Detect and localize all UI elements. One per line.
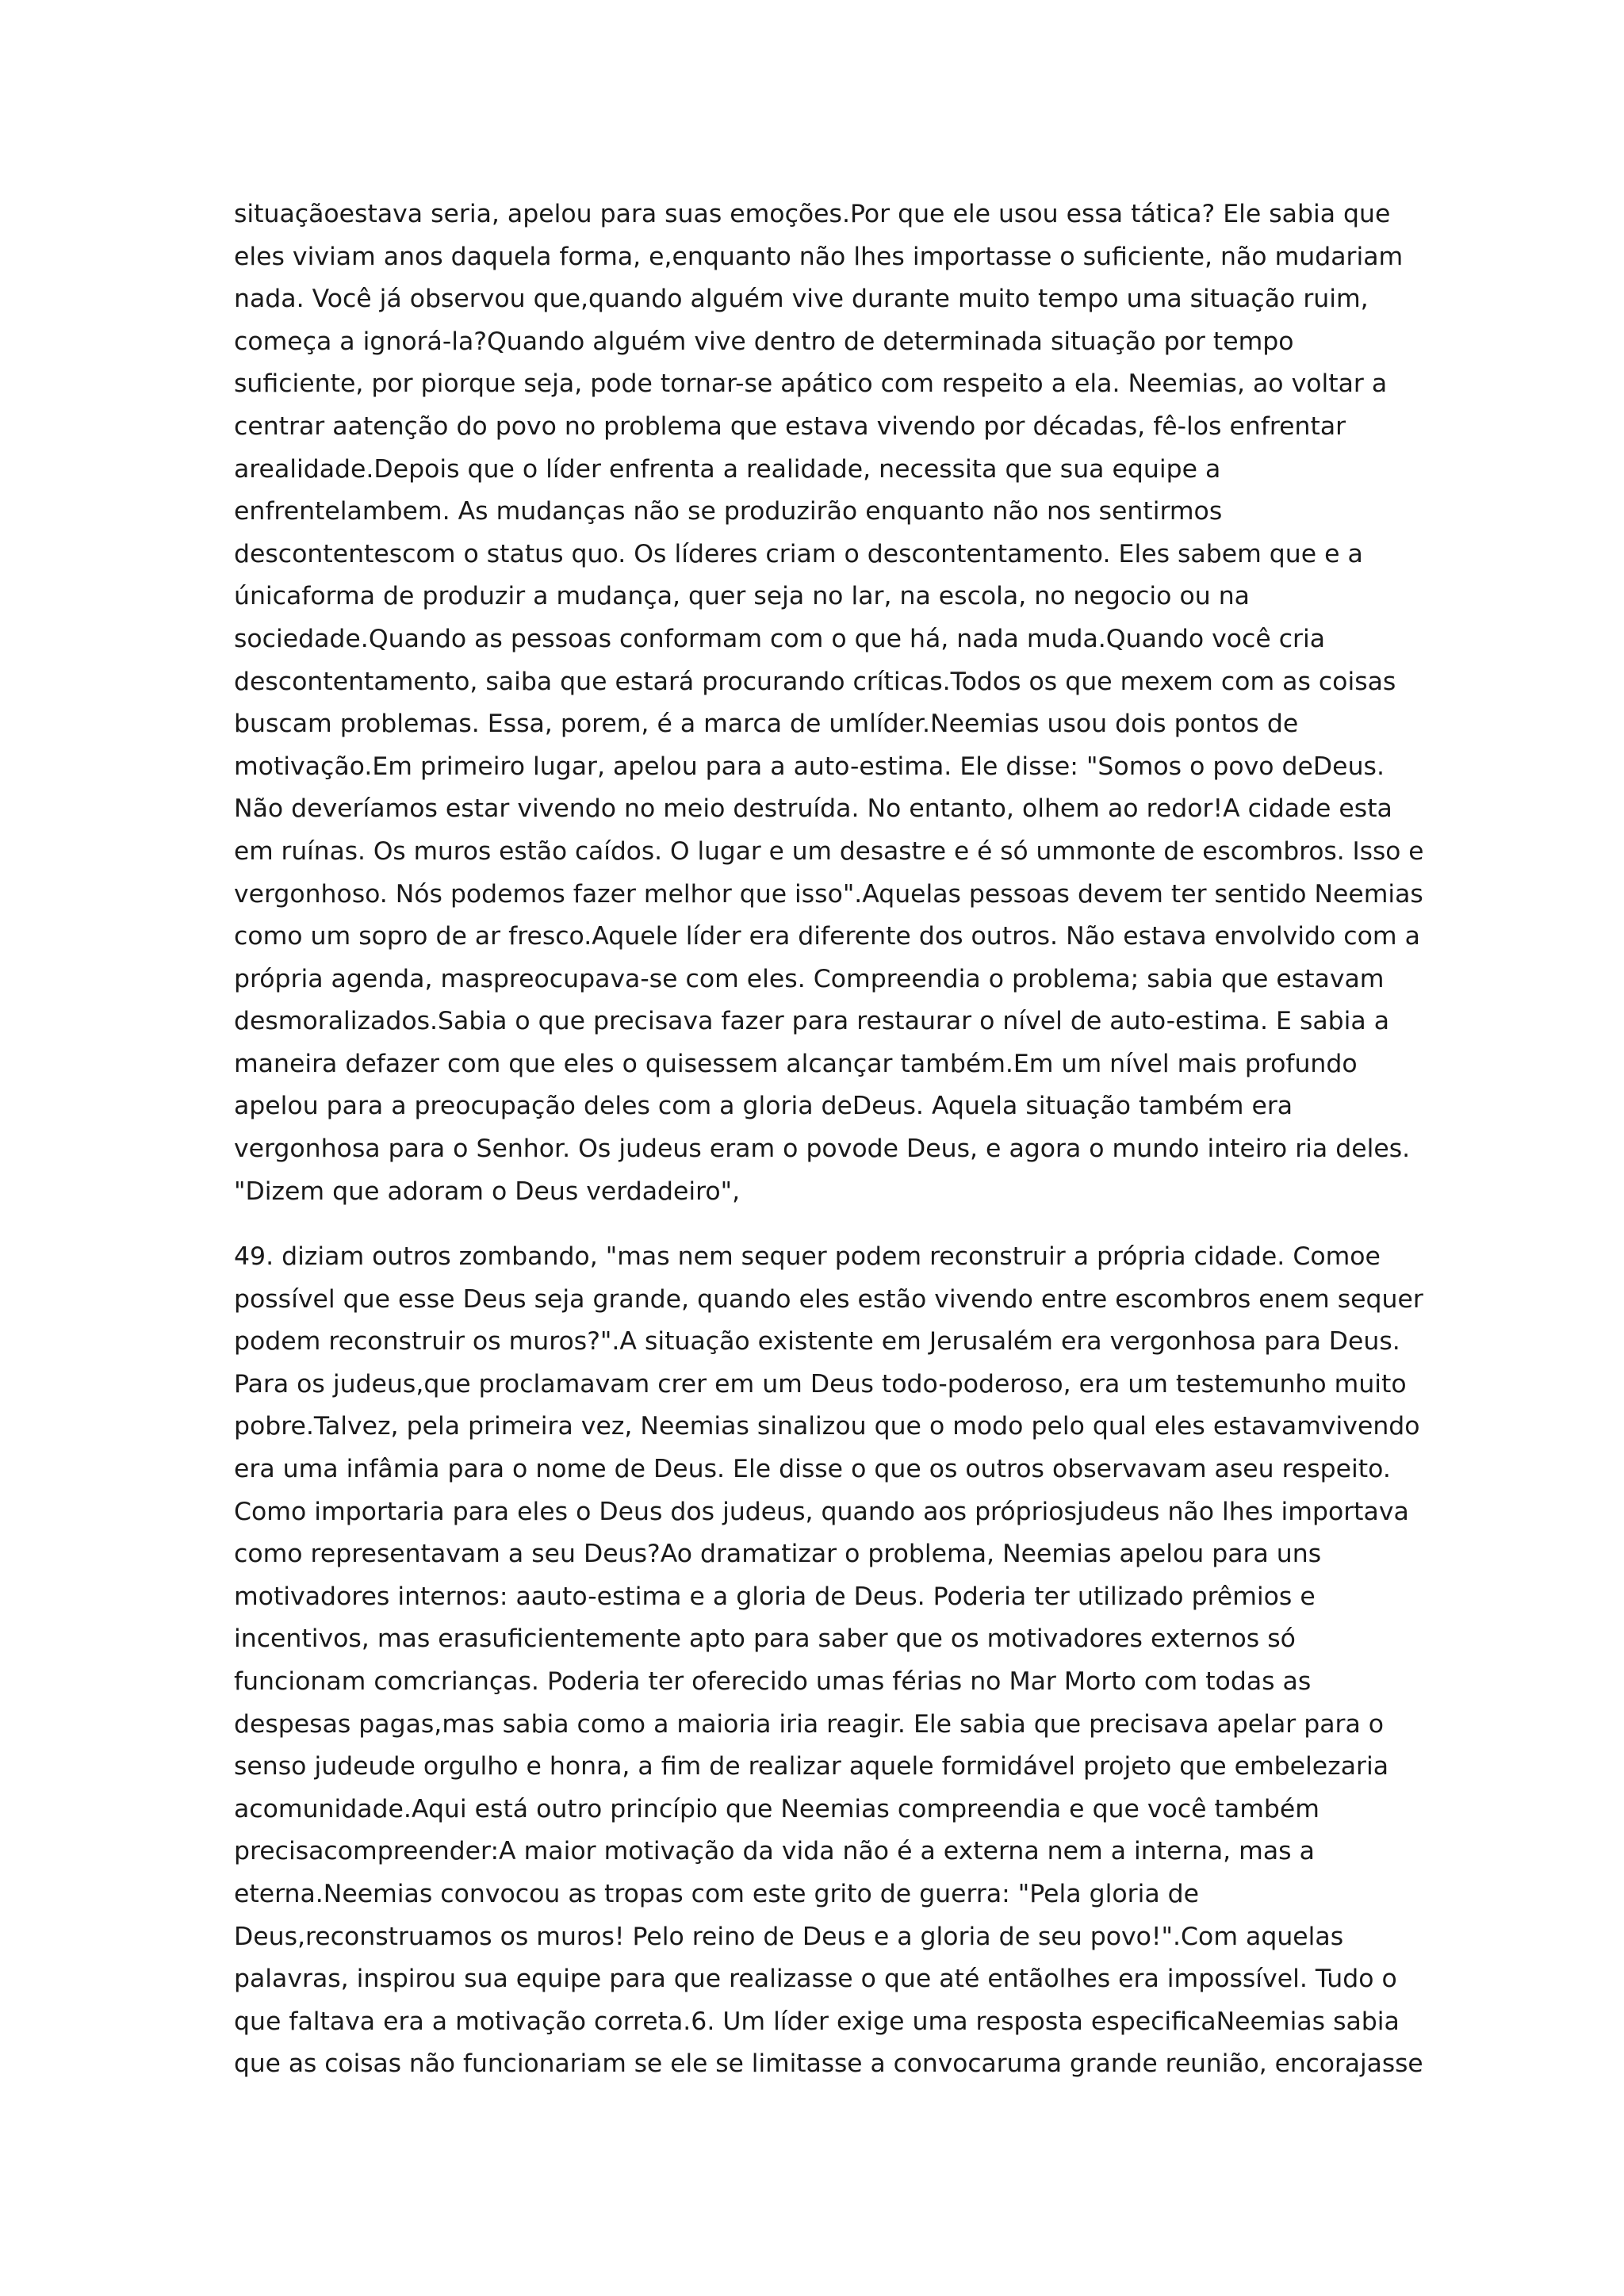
text-line: sociedade.Quando as pessoas conformam com o que há, nada muda.Quando você cria (234, 624, 1326, 653)
text-line: "Dizem que adoram o Deus verdadeiro", (234, 1177, 741, 1206)
text-line: motivação.Em primeiro lugar, apelou para a auto-estima. Ele disse: "Somos o povo deDeus. (234, 752, 1385, 781)
text-line: começa a ignorá-la?Quando alguém vive dentro de determinada situação por tempo (234, 327, 1294, 356)
text-line: incentivos, mas erasuficientemente apto para saber que os motivadores externos só (234, 1624, 1296, 1654)
paragraph-1 (234, 193, 1423, 1213)
paragraph-2 (234, 1236, 1423, 2086)
text-line: Como importaria para eles o Deus dos judeus, quando aos própriosjudeus não lhes importava (234, 1497, 1409, 1526)
text-line: era uma infâmia para o nome de Deus. Ele disse o que os outros observavam aseu respeito. (234, 1454, 1391, 1483)
text-line: como um sopro de ar fresco.Aquele líder era diferente dos outros. Não estava envolvido com a (234, 922, 1420, 951)
text-line: Deus,reconstruamos os muros! Pelo reino de Deus e a gloria de seu povo!".Com aquelas (234, 1922, 1344, 1951)
text-line: descontentescom o status quo. Os líderes criam o descontentamento. Eles sabem que e a (234, 539, 1363, 568)
text-line: apelou para a preocupação deles com a gloria deDeus. Aquela situação também era (234, 1092, 1293, 1121)
text-line: arealidade.Depois que o líder enfrenta a realidade, necessita que sua equipe a (234, 454, 1221, 484)
text-line: enfrentelambem. As mudanças não se produzirão enquanto não nos sentirmos (234, 497, 1223, 526)
text-line: nada. Você já observou que,quando alguém vive durante muito tempo uma situação ruim, (234, 285, 1369, 314)
text-line: eles viviam anos daquela forma, e,enquanto não lhes importasse o suficiente, não mudariam (234, 242, 1404, 271)
text-line: podem reconstruir os muros?".A situação existente em Jerusalém era vergonhosa para Deus. (234, 1327, 1400, 1357)
text-line: funcionam comcrianças. Poderia ter oferecido umas férias no Mar Morto com todas as (234, 1667, 1312, 1696)
text-line: que as coisas não funcionariam se ele se limitasse a convocaruma grande reunião, encorajasse (234, 2049, 1423, 2079)
text-line: descontentamento, saiba que estará procurando críticas.Todos os que mexem com as coisas (234, 667, 1396, 696)
text-line: maneira defazer com que eles o quisessem alcançar também.Em um nível mais profundo (234, 1049, 1358, 1078)
text-line: despesas pagas,mas sabia como a maioria iria reagir. Ele sabia que precisava apelar para o (234, 1709, 1385, 1739)
text-line: situaçãoestava seria, apelou para suas emoções.Por que ele usou essa tática? Ele sabia que (234, 200, 1391, 228)
text-line: 49. diziam outros zombando, "mas nem sequer podem reconstruir a própria cidade. Comoe (234, 1242, 1381, 1271)
text-line: própria agenda, maspreocupava-se com eles. Compreendia o problema; sabia que estavam (234, 964, 1385, 993)
text-line: palavras, inspirou sua equipe para que realizasse o que até entãolhes era impossível. Tudo o (234, 1965, 1397, 1994)
text-line: vergonhosa para o Senhor. Os judeus eram o povode Deus, e agora o mundo inteiro ria deles. (234, 1135, 1411, 1164)
text-line: como representavam a seu Deus?Ao dramatizar o problema, Neemias apelou para uns (234, 1540, 1322, 1569)
text-line: senso judeude orgulho e honra, a fim de realizar aquele formidável projeto que embelezaria (234, 1752, 1389, 1781)
text-line: centrar aatenção do povo no problema que estava vivendo por décadas, fê-los enfrentar (234, 411, 1346, 441)
text-line: desmoralizados.Sabia o que precisava fazer para restaurar o nível de auto-estima. E sabia a (234, 1007, 1390, 1036)
text-line: buscam problemas. Essa, porem, é a marca de umlíder.Neemias usou dois pontos de (234, 710, 1299, 739)
text-line: Não deveríamos estar vivendo no meio destruída. No entanto, olhem ao redor!A cidade esta (234, 794, 1392, 824)
text-line: motivadores internos: aauto-estima e a gloria de Deus. Poderia ter utilizado prêmios e (234, 1582, 1316, 1611)
text-line: pobre.Talvez, pela primeira vez, Neemias sinalizou que o modo pelo qual eles estavamvivendo (234, 1412, 1420, 1441)
text-line: eterna.Neemias convocou as tropas com este grito de guerra: "Pela gloria de (234, 1879, 1200, 1908)
text-line: em ruínas. Os muros estão caídos. O lugar e um desastre e é só ummonte de escombros. Isso e (234, 836, 1424, 866)
text-line: que faltava era a motivação correta.6. Um líder exige uma resposta especificaNeemias sabia (234, 2007, 1400, 2036)
text-line: únicaforma de produzir a mudança, quer seja no lar, na escola, no negocio ou na (234, 582, 1250, 611)
text-line: possível que esse Deus seja grande, quando eles estão vivendo entre escombros enem sequer (234, 1284, 1423, 1314)
text-line: suficiente, por piorque seja, pode tornar-se apático com respeito a ela. Neemias, ao voltar a (234, 369, 1388, 399)
text-line: Para os judeus,que proclamavam crer em um Deus todo-poderoso, era um testemunho muito (234, 1369, 1407, 1399)
text-line: vergonhoso. Nós podemos fazer melhor que isso".Aquelas pessoas devem ter sentido Neemias (234, 879, 1423, 909)
text-line: acomunidade.Aqui está outro princípio que Neemias compreendia e que você também (234, 1794, 1320, 1823)
text-line: precisacompreender:A maior motivação da vida não é a externa nem a interna, mas a (234, 1837, 1315, 1866)
